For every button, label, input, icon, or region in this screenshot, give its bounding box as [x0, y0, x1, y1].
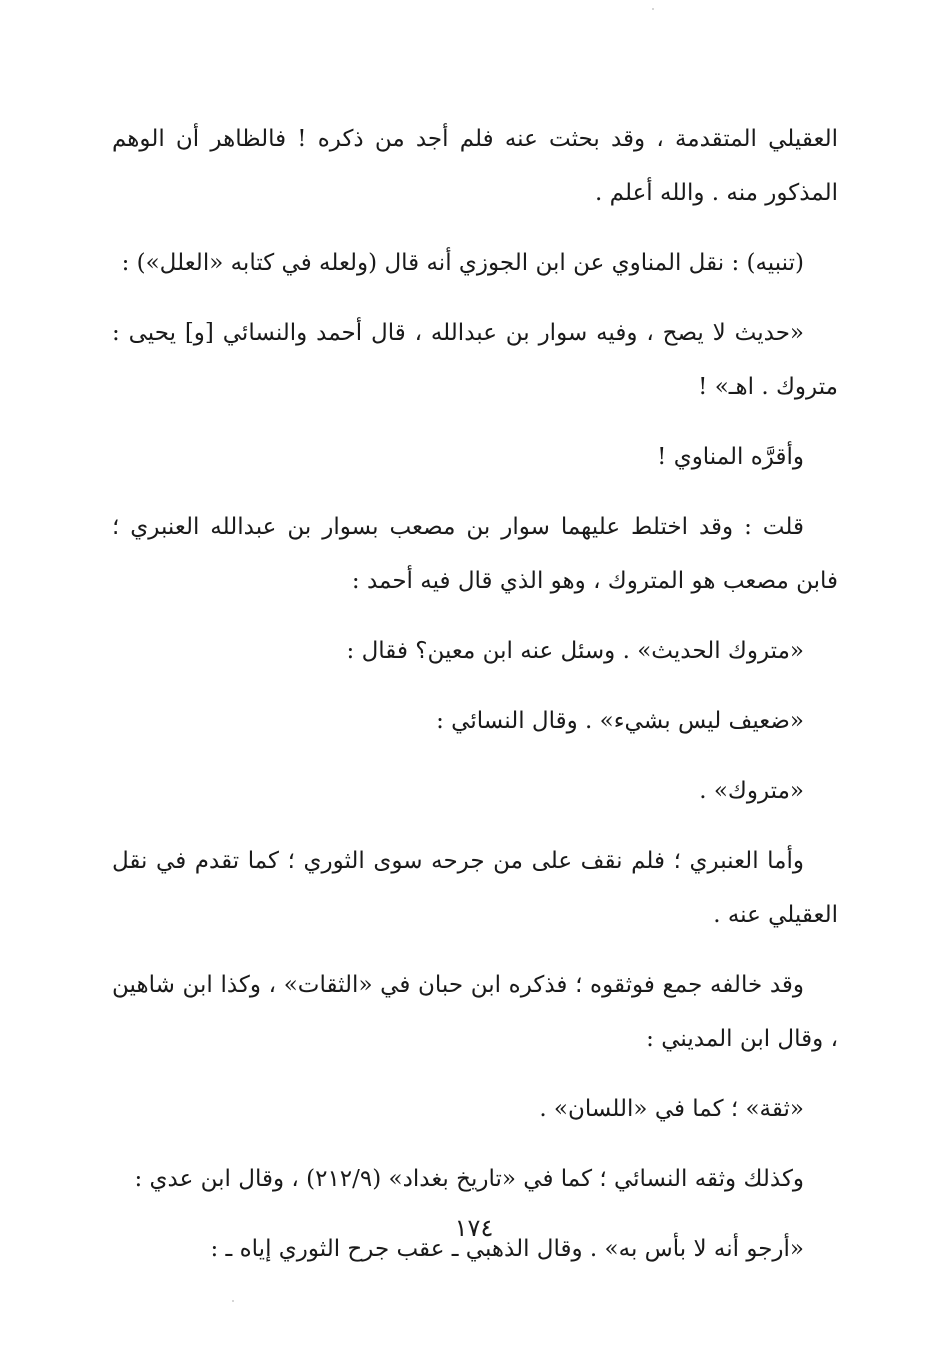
- paragraph: وقد خالفه جمع فوثقوه ؛ فذكره ابن حبان في «الثقات» ، وكذا ابن شاهين ، وقال ابن المديني :: [112, 972, 838, 1052]
- quote-paragraph: «متروك» .: [699, 778, 804, 804]
- paragraph: وكذلك وثقه النسائي ؛ كما في «تاريخ بغداد» (٢١٢/٩) ، وقال ابن عدي :: [134, 1166, 804, 1192]
- page-number: ١٧٤: [454, 1214, 494, 1242]
- paragraph: وأما العنبري ؛ فلم نقف على من جرحه سوى الثوري ؛ كما تقدم في نقل العقيلي عنه .: [112, 848, 838, 928]
- paragraph: وأقرَّه المناوي !: [657, 444, 804, 470]
- paragraph: (تنبيه) : نقل المناوي عن ابن الجوزي أنه قال (ولعله في كتابه «العلل») :: [121, 250, 804, 276]
- paragraph: قلت : وقد اختلط عليهما سوار بن مصعب بسوار بن عبدالله العنبري ؛ فابن مصعب هو المتروك ، وهو الذي قال فيه أحمد :: [112, 514, 838, 594]
- scan-speck: [652, 8, 654, 10]
- page-body: [112, 112, 838, 1292]
- quote-paragraph: «متروك الحديث» . وسئل عنه ابن معين؟ فقال :: [346, 638, 804, 664]
- quote-paragraph: «أرجو أنه لا بأس به» . وقال الذهبي ـ عقب جرح الثوري إياه ـ :: [210, 1236, 804, 1262]
- scan-speck: [232, 1300, 234, 1302]
- quote-paragraph: «حديث لا يصح ، وفيه سوار بن عبدالله ، قال أحمد والنسائي [و] يحيى : متروك . اهـ» !: [112, 320, 838, 400]
- paragraph: العقيلي المتقدمة ، وقد بحثت عنه فلم أجد من ذكره ! فالظاهر أن الوهم المذكور منه . والله أعلم .: [112, 126, 838, 206]
- quote-paragraph: «ضعيف ليس بشيء» . وقال النسائي :: [436, 708, 804, 734]
- quote-paragraph: «ثقة» ؛ كما في «اللسان» .: [539, 1096, 804, 1122]
